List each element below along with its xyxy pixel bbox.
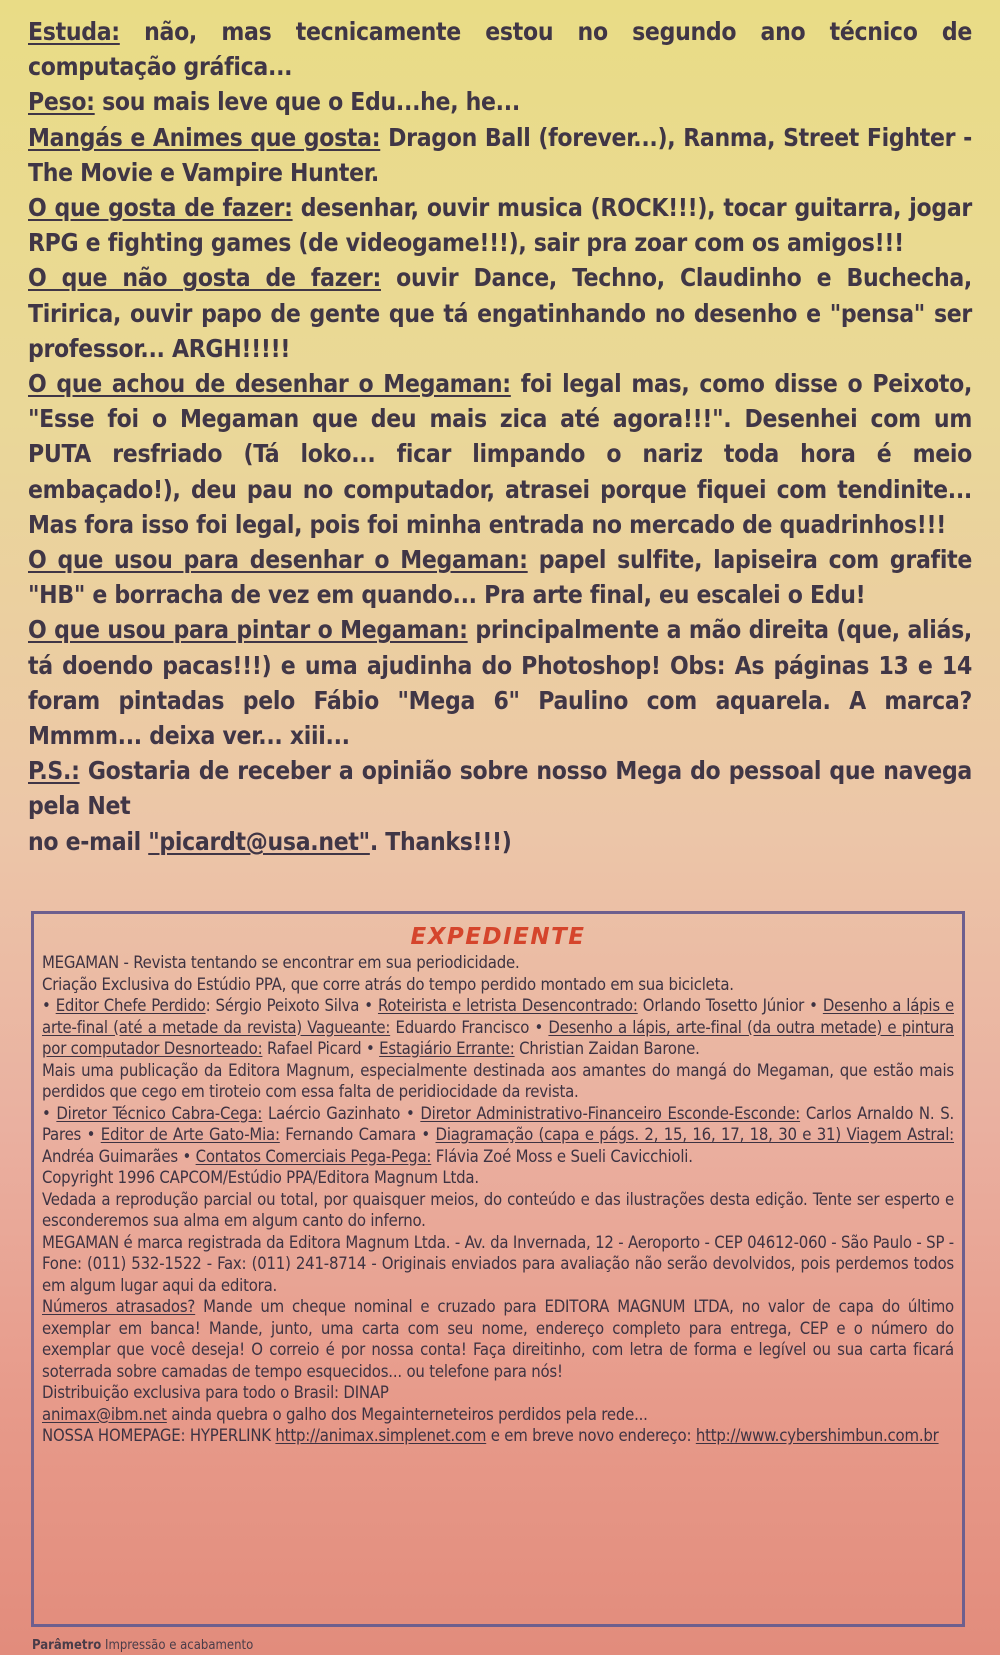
item-text: sou mais leve que o Edu...he, he...: [94, 87, 520, 117]
credit-text: Criação Exclusiva do Estúdio PPA, que corre atrás do tempo perdido montado em sua bicicleta.: [42, 974, 734, 994]
credit-text: NOSSA HOMEPAGE: HYPERLINK: [42, 1426, 276, 1445]
credit-text: MEGAMAN é marca registrada da Editora Magnum Ltda. - Av. da Invernada, 12 - Aeroporto - CEP 04612-060 - São Paulo - SP - Fone: (011) 532-1522 - Fax: (011) 241-8714 - Originais enviados para avaliação não serão devolvidos, pois perdemos todos em algum lugar aqui da editora.: [42, 1232, 954, 1295]
credit-role: Roteirista e letrista Desencontrado:: [377, 996, 638, 1015]
item-label: Mangás e Animes que gosta:: [28, 122, 381, 152]
credit-text: •: [42, 996, 56, 1015]
credit-role: Desenho a lápis, arte-final (da outra metade) e pintura por computador Desnorteado:: [42, 1017, 954, 1058]
credit-text: •: [42, 1103, 57, 1123]
item-label: O que não gosta de fazer:: [28, 263, 381, 293]
expediente-box: [31, 911, 965, 1627]
link[interactable]: animax@ibm.net: [42, 1404, 167, 1424]
credit-text: Rafael Picard •: [262, 1039, 380, 1058]
printer-brand: Parâmetro: [32, 1638, 102, 1653]
credit-text: Flávia Zoé Moss e Sueli Cavicchioli.: [431, 1146, 693, 1166]
item-label: O que usou para desenhar o Megaman:: [28, 545, 528, 575]
interview-item: [28, 190, 972, 260]
interview-text: [28, 14, 972, 859]
credit-text: Eduardo Francisco •: [390, 1017, 549, 1037]
expediente-paragraph: [42, 1404, 954, 1426]
credit-text: e em breve novo endereço:: [486, 1426, 696, 1445]
credit-text: Orlando Tosetto Júnior •: [637, 996, 823, 1015]
email-link[interactable]: "picardt@usa.net": [148, 826, 370, 856]
credit-role: Estagiário Errante:: [379, 1039, 515, 1058]
expediente-body: [42, 952, 954, 1447]
credit-text: : Sérgio Peixoto Silva •: [205, 996, 378, 1015]
expediente-paragraph: [42, 974, 954, 996]
credit-text: Mande um cheque nominal e cruzado para EDITORA MAGNUM LTDA, no valor de capa do último exemplar em banca! Mande, junto, uma carta com seu nome, endereço completo para entrega, CEP e o número do exemplar que você deseja! O correio é por nossa conta! Faça direitinho, com letra de forma e legível ou sua carta ficará soterrada sobre camadas de tempo esquecidos... ou telefone para nós!: [42, 1297, 954, 1381]
item-label: O que achou de desenhar o Megaman:: [28, 369, 511, 399]
credit-text: Copyright 1996 CAPCOM/Estúdio PPA/Editora Magnum Ltda.: [42, 1168, 479, 1187]
credit-role: Contatos Comerciais Pega-Pega:: [195, 1146, 432, 1166]
link[interactable]: http://www.cybershimbun.com.br: [695, 1426, 939, 1445]
item-label: Peso:: [28, 87, 95, 117]
item-text: principalmente a mão direita (que, aliás, tá doendo pacas!!!) e uma ajudinha do Photoshop! Obs: As páginas 13 e 14 foram pintadas pelo Fábio "Mega 6" Paulino com aquarela. A marca? Mmmm... deixa ver... xiii...: [28, 615, 973, 751]
item-text: não, mas tecnicamente estou no segundo ano técnico de computação gráfica...: [28, 17, 972, 82]
expediente-title: EXPEDIENTE: [410, 924, 586, 950]
link[interactable]: http://animax.simplenet.com: [275, 1426, 487, 1445]
credit-role: Desenho a lápis e arte-final (até a metade da revista) Vagueante:: [42, 996, 955, 1037]
item-text: Dragon Ball (forever...), Ranma, Street Fighter - The Movie e Vampire Hunter.: [28, 122, 972, 187]
interview-item: [28, 542, 972, 612]
expediente-paragraph: [42, 1382, 954, 1404]
credit-text: Distribuição exclusiva para todo o Brasil: DINAP: [42, 1383, 389, 1402]
item-label: O que gosta de fazer:: [28, 193, 293, 223]
interview-item: [28, 824, 972, 859]
credit-text: Mais uma publicação da Editora Magnum, especialmente destinada aos amantes do mangá do Megaman, que estão mais perdidos que cego em tiroteio com essa falta de peridiocidade da revista.: [42, 1060, 954, 1101]
expediente-paragraph: [42, 995, 954, 1060]
expediente-paragraph: [42, 1103, 954, 1168]
item-text: . Thanks!!!): [369, 826, 512, 856]
credit-role: Editor de Arte Gato-Mia:: [100, 1125, 280, 1144]
expediente-paragraph: [42, 1232, 954, 1297]
interview-item: [28, 366, 972, 542]
item-prefix: no e-mail: [28, 826, 149, 856]
expediente-paragraph: [42, 1425, 954, 1447]
credit-text: Andréa Guimarães •: [42, 1146, 196, 1166]
item-label: P.S.:: [28, 756, 80, 786]
item-text: papel sulfite, lapiseira com grafite "HB" e borracha de vez em quando... Pra arte final, eu escalei o Edu!: [28, 545, 972, 610]
credit-text: Vedada a reprodução parcial ou total, por quaisquer meios, do conteúdo e das ilustrações desta edição. Tente ser esperto e esconderemos sua alma em algum canto do inferno.: [42, 1189, 954, 1230]
interview-item: [28, 14, 972, 84]
item-label: Estuda:: [28, 17, 120, 46]
expediente-paragraph: [42, 1060, 954, 1103]
item-text: foi legal mas, como disse o Peixoto, "Esse foi o Megaman que deu mais zica até agora!!!". Desenhei com um PUTA resfriado (Tá loko... ficar limpando o nariz toda hora é meio embaçado!), deu pau no computador, atrasei porque fiquei com tendinite... Mas fora isso foi legal, pois foi minha entrada no mercado de quadrinhos!!!: [28, 369, 973, 539]
item-text: Gostaria de receber a opinião sobre nosso Mega do pessoal que navega pela Net: [28, 756, 972, 821]
credit-text: ainda quebra o galho dos Megainterneteiros perdidos pela rede...: [166, 1404, 648, 1424]
expediente-paragraph: [42, 1296, 954, 1382]
credit-text: Carlos Arnaldo N. S. Pares •: [42, 1103, 955, 1144]
expediente-paragraph: [42, 1189, 954, 1232]
credit-text: MEGAMAN - Revista tentando se encontrar em sua periodicidade.: [42, 953, 520, 972]
interview-item: [28, 260, 972, 366]
expediente-paragraph: [42, 952, 954, 974]
item-text: ouvir Dance, Techno, Claudinho e Buchecha, Tiririca, ouvir papo de gente que tá engatinhando no desenho e "pensa" ser professor... ARGH!!!!!: [28, 263, 972, 363]
credit-role: Números atrasados?: [42, 1297, 196, 1316]
credit-text: Fernando Camara •: [279, 1125, 436, 1144]
interview-item: [28, 84, 972, 119]
printer-credit: [32, 1638, 253, 1653]
credit-text: Laércio Gazinhato •: [262, 1103, 421, 1123]
item-text: desenhar, ouvir musica (ROCK!!!), tocar guitarra, jogar RPG e fighting games (de videogame!!!), sair pra zoar com os amigos!!!: [28, 193, 972, 258]
credit-role: Editor Chefe Perdido: [55, 996, 206, 1015]
expediente-paragraph: [42, 1167, 954, 1189]
credit-role: Diretor Técnico Cabra-Cega:: [56, 1103, 263, 1123]
credit-text: Christian Zaidan Barone.: [514, 1039, 700, 1058]
interview-item: [28, 753, 972, 823]
interview-item: [28, 612, 972, 753]
credit-role: Diagramação (capa e págs. 2, 15, 16, 17, 18, 30 e 31) Viagem Astral:: [435, 1125, 955, 1144]
printer-text: Impressão e acabamento: [101, 1638, 254, 1653]
interview-item: [28, 120, 972, 190]
credit-role: Diretor Administrativo-Financeiro Esconde-Esconde:: [420, 1103, 801, 1123]
item-label: O que usou para pintar o Megaman:: [28, 615, 468, 645]
